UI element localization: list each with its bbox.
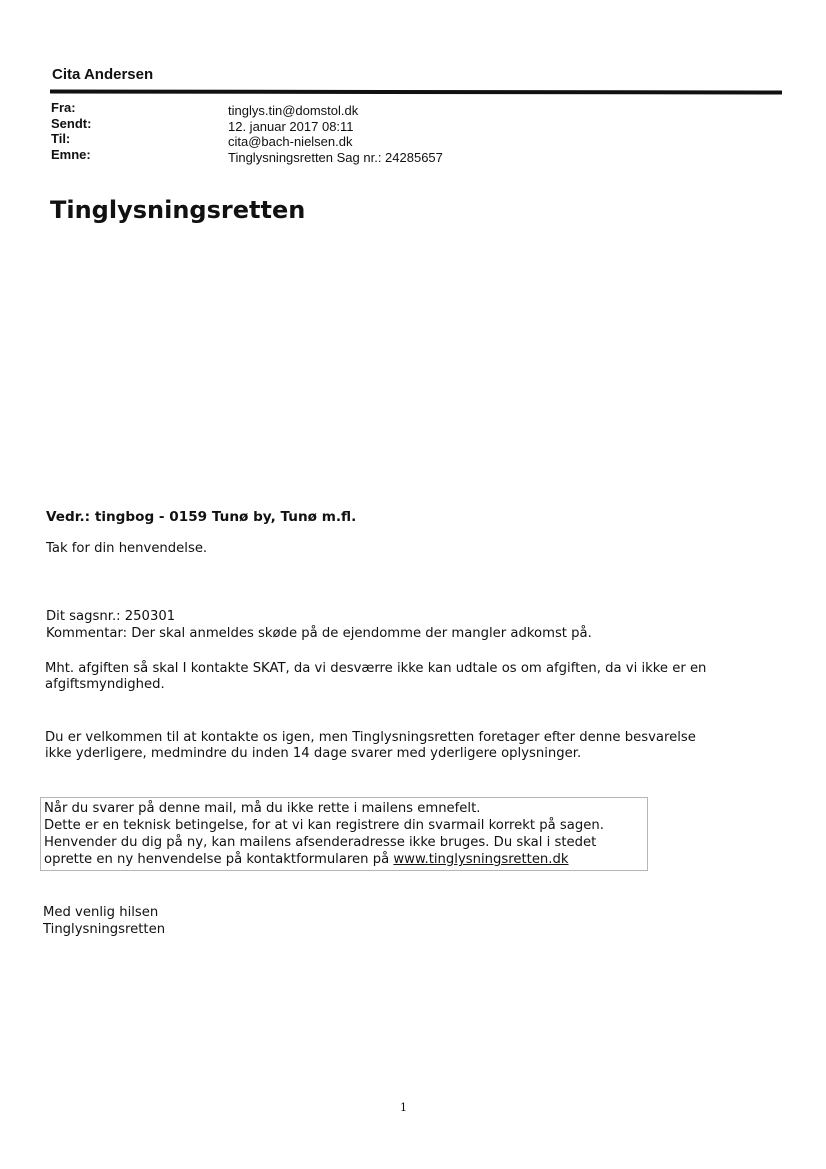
to-label: Til: xyxy=(51,131,71,146)
header-divider xyxy=(50,89,782,94)
subject-value: Tinglysningsretten Sag nr.: 24285657 xyxy=(228,150,443,165)
page-title: Tinglysningsretten xyxy=(50,196,306,224)
from-label: Fra: xyxy=(51,100,76,115)
sender-name: Cita Andersen xyxy=(52,66,154,83)
sent-label: Sendt: xyxy=(51,116,92,131)
fee-line-1: Mht. afgiften så skal I kontakte SKAT, da vi desværre ikke kan udtale os om afgiften, da vi ikke er en xyxy=(45,661,707,676)
welcome-line-1: Du er velkommen til at kontakte os igen, men Tinglysningsretten foretager efter denne besvarelse xyxy=(45,730,696,745)
notice-line-4 xyxy=(44,851,569,868)
welcome-line-2: ikke yderligere, medmindre du inden 14 dage svarer med yderligere oplysninger. xyxy=(45,746,582,761)
notice-line-2: Dette er en teknisk betingelse, for at vi kan registrere din svarmail korrekt på sagen. xyxy=(44,818,604,833)
regarding-line: Vedr.: tingbog - 0159 Tunø by, Tunø m.fl. xyxy=(46,509,357,525)
signature-greeting: Med venlig hilsen xyxy=(43,905,159,920)
subject-label: Emne: xyxy=(51,147,91,162)
to-value: cita@bach-nielsen.dk xyxy=(228,134,353,149)
reply-notice-box xyxy=(40,797,648,871)
thanks-line: Tak for din henvendelse. xyxy=(46,541,208,556)
signature-name: Tinglysningsretten xyxy=(43,922,166,937)
comment-line: Kommentar: Der skal anmeldes skøde på de ejendomme der mangler adkomst på. xyxy=(46,626,592,641)
case-number: Dit sagsnr.: 250301 xyxy=(46,609,176,624)
page-number: 1 xyxy=(400,1101,407,1114)
notice-line-1: Når du svarer på denne mail, må du ikke rette i mailens emnefelt. xyxy=(44,801,481,816)
notice-line-4-text: oprette en ny henvendelse på kontaktformularen på xyxy=(44,852,394,867)
fee-line-2: afgiftsmyndighed. xyxy=(45,677,165,692)
from-value: tinglys.tin@domstol.dk xyxy=(228,103,359,118)
contact-form-link[interactable]: www.tinglysningsretten.dk xyxy=(393,852,569,867)
sent-value: 12. januar 2017 08:11 xyxy=(228,119,354,134)
notice-line-3: Henvender du dig på ny, kan mailens afsenderadresse ikke bruges. Du skal i stedet xyxy=(44,835,597,850)
